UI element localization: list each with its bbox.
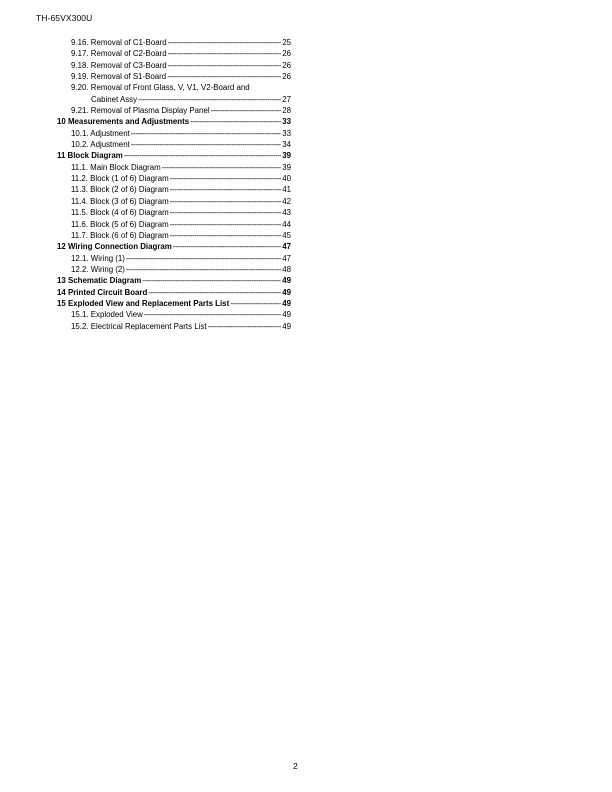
toc-entry-page: 49 [282,298,291,308]
table-of-contents [57,37,291,332]
toc-subsection-entry[interactable] [57,207,291,218]
toc-leader-dashes [168,60,282,71]
toc-section-entry[interactable] [57,241,291,252]
toc-entry-title-continued: Cabinet Assy [91,94,138,104]
toc-subsection-entry[interactable] [57,128,291,139]
toc-entry-title: 15.2. Electrical Replacement Parts List [71,321,207,331]
toc-entry-title: 11.3. Block (2 of 6) Diagram [71,185,169,195]
toc-entry-title: 15.1. Exploded View [71,310,143,320]
toc-leader-dashes [138,94,281,105]
toc-subsection-entry[interactable] [57,309,291,320]
toc-subsection-entry[interactable] [57,60,291,71]
toc-entry-page: 34 [282,140,291,150]
toc-entry-page: 26 [282,72,291,82]
toc-leader-dashes [173,241,281,252]
toc-entry-title: 9.16. Removal of C1-Board [71,38,167,47]
toc-section-entry[interactable] [57,275,291,286]
toc-entry-title: 9.17. Removal of C2-Board [71,49,167,59]
toc-entry-page: 26 [282,60,291,70]
toc-subsection-entry[interactable] [57,173,291,184]
toc-leader-dashes [170,184,282,195]
toc-section-entry[interactable] [57,150,291,161]
toc-entry-title: 11.2. Block (1 of 6) Diagram [71,174,169,184]
toc-entry-title: 11.4. Block (3 of 6) Diagram [71,196,169,206]
toc-entry-title: 12.2. Wiring (2) [71,264,125,274]
toc-entry-title: 12.1. Wiring (1) [71,253,125,263]
toc-leader-dashes [126,253,281,264]
toc-subsection-entry[interactable] [57,82,291,105]
toc-entry-page: 49 [282,287,291,297]
toc-entry-page: 47 [282,253,291,263]
toc-leader-dashes [230,298,281,309]
document-model-header: TH-65VX300U [36,13,93,23]
toc-subsection-entry[interactable] [57,48,291,59]
toc-leader-dashes [142,275,281,286]
toc-entry-page: 25 [282,38,291,47]
toc-entry-title: 11 Block Diagram [57,151,123,161]
toc-entry-page: 33 [282,128,291,138]
toc-leader-dashes [170,219,282,230]
toc-entry-title: 10.1. Adjustment [71,128,130,138]
toc-leader-dashes [170,207,282,218]
toc-leader-dashes [190,116,281,127]
toc-entry-title: 10 Measurements and Adjustments [57,117,190,127]
toc-section-entry[interactable] [57,298,291,309]
toc-subsection-entry[interactable] [57,162,291,173]
toc-entry-page: 33 [282,117,291,127]
toc-entry-title: 9.18. Removal of C3-Board [71,60,167,70]
toc-entry-title: 11.6. Block (5 of 6) Diagram [71,219,169,229]
toc-leader-dashes [208,321,282,332]
toc-entry-page: 26 [282,49,291,59]
toc-leader-dashes [170,230,282,241]
toc-entry-title: 11.1. Main Block Diagram [71,162,161,172]
toc-leader-dashes [168,37,282,48]
toc-entry-page: 28 [282,106,291,116]
toc-entry-title: 10.2. Adjustment [71,140,130,150]
toc-leader-dashes [167,71,281,82]
toc-leader-dashes [126,264,281,275]
toc-subsection-entry[interactable] [57,37,291,48]
toc-entry-title: 9.20. Removal of Front Glass, V, V1, V2-Board and [71,83,250,93]
toc-section-entry[interactable] [57,116,291,127]
toc-subsection-entry[interactable] [57,184,291,195]
toc-leader-dashes [131,139,281,150]
toc-entry-title: 11.7. Block (6 of 6) Diagram [71,230,169,240]
toc-subsection-entry[interactable] [57,230,291,241]
page-number: 2 [293,761,298,771]
toc-subsection-entry[interactable] [57,139,291,150]
toc-leader-dashes [170,196,282,207]
toc-entry-title: 12 Wiring Connection Diagram [57,242,172,252]
toc-subsection-entry[interactable] [57,253,291,264]
toc-subsection-entry[interactable] [57,219,291,230]
toc-leader-dashes [168,48,282,59]
toc-entry-page: 27 [282,94,291,104]
toc-subsection-entry[interactable] [57,105,291,116]
toc-entry-title: 14 Printed Circuit Board [57,287,148,297]
toc-entry-page: 44 [282,219,291,229]
toc-entry-title: 15 Exploded View and Replacement Parts List [57,298,230,308]
toc-entry-page: 40 [282,174,291,184]
toc-section-entry[interactable] [57,287,291,298]
toc-leader-dashes [162,162,281,173]
toc-leader-dashes [124,150,281,161]
toc-leader-dashes [144,309,281,320]
toc-entry-page: 49 [282,321,291,331]
toc-entry-page: 39 [282,151,291,161]
toc-entry-page: 39 [282,162,291,172]
toc-entry-title: 9.19. Removal of S1-Board [71,72,167,82]
toc-leader-dashes [148,287,281,298]
toc-leader-dashes [131,128,281,139]
toc-entry-page: 47 [282,242,291,252]
toc-entry-page: 42 [282,196,291,206]
toc-leader-dashes [170,173,282,184]
toc-entry-page: 41 [282,185,291,195]
toc-entry-page: 48 [282,264,291,274]
toc-subsection-entry[interactable] [57,321,291,332]
toc-subsection-entry[interactable] [57,71,291,82]
toc-entry-page: 49 [282,276,291,286]
toc-entry-title: 11.5. Block (4 of 6) Diagram [71,208,169,218]
toc-entry-title: 13 Schematic Diagram [57,276,142,286]
toc-subsection-entry[interactable] [57,196,291,207]
toc-subsection-entry[interactable] [57,264,291,275]
toc-entry-page: 45 [282,230,291,240]
toc-entry-page: 43 [282,208,291,218]
toc-leader-dashes [211,105,282,116]
toc-entry-title: 9.21. Removal of Plasma Display Panel [71,106,210,116]
toc-entry-page: 49 [282,310,291,320]
